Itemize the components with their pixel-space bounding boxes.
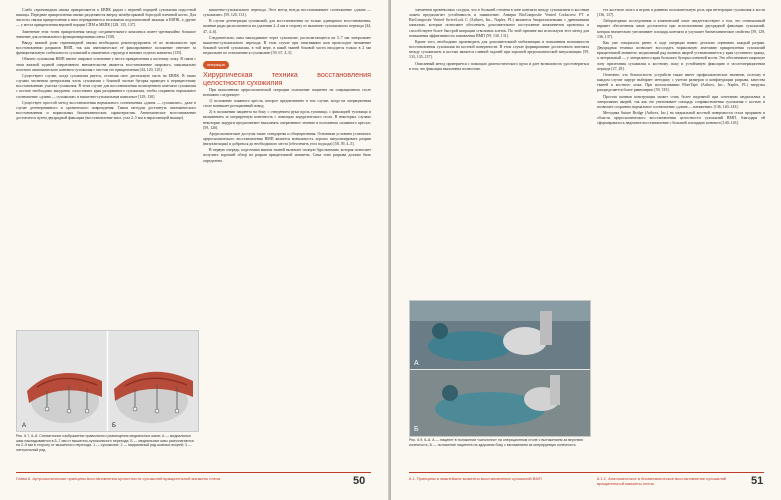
shoulder-anatomy-illustration <box>17 331 198 431</box>
figure-label-a: А <box>414 360 419 367</box>
figure-label-b: Б <box>112 423 116 429</box>
body-paragraph: Обычно сухожилия ВМП имеют широкое основание у места прикрепления к костному ложу. В связи с этим важной задачей оперативного вмешательства является восстановление широкого, максимально плотного анатомического контакта сухожилия с местом его прикрепления [44, 120, 125]. <box>16 57 196 72</box>
right-column-2 <box>597 8 765 127</box>
body-paragraph: Ввиду важной роли сероновидной связки необходимо реконструировать её по возможности при восстановлении разрывов ВМП, так как анатомическое её фиксированное положение отвечает за функциональную стабильность сухожилий и мышечных структур в нижних отделах манжеты [135]. <box>16 40 196 56</box>
body-paragraph: Отмечено, что безопасность устройств также имеет профилактическое значение, поэтому в каждом случае хирург выбирает методику с учетом размеров и конфигурации разрыва, качества тканей и костного ложа. При использовании FiberTape (Arthrex, Inc., Naples, FL) нагрузка распределяется более равномерно [59, 135]. <box>597 72 765 93</box>
body-paragraph: элементов кровеносных сосудов, что в большей степени в зоне контакта между сухожилием и костным ложем предполагает устойчивость и заживление. Анкеры BioComposite Vented Corkscrew FT и BioComposite Vented SwiveLock C (Arthrex, Inc., Naples, FL) являются биоразлагаемыми с дренажными каналами, которые позволяют обеспечить дополнительное поступление компонентов кровотока и способствуют более быстрой миграции стволовых клеток. По этой причине мы используем этот метод для повышения эффективности заживления ВМП [59, 130, 131]. <box>409 8 589 38</box>
body-paragraph: Существует простой метод восстановления нормального соотношения «длина — сухожилие», даже в случае дегенеративного и хронического повреждения. Таким методом достигнуть анатомического восстановления и нормальных биомеханических характеристик. Анатомическое восстановление достигается путем двухрядной фиксации (восстановление эпиз. узла 2–5 мм в нарастающей мышце). <box>16 100 196 121</box>
body-paragraph: Существуют случаи, когда сухожилия рвутся, оставляя свое дистальную часть на БВПК. В таких случаях частичная центральная часть сухожилия с боковой частью бугорка приведет к перекрестному восстановлению участка сухожилия. В этом случае для восстановления полноценного контакта сухожилия с костью необходимо аккуратно сопоставить края разорванного сухожилия, чтобы сохранить нормальное соотношение «длина — сухожилие» в мышечно-сухожильном комплексе [129, 130]. <box>16 73 196 99</box>
body-paragraph: В случае дегенерации сухожилий, для восстановления по только одинарного восстановления, шовные ряды располагаются на удалении 2–4 мм в сторону от мышечно-сухожильного перехода [44, 47, 4–6]. <box>203 19 371 34</box>
operating-room-photos <box>410 301 590 436</box>
body-paragraph: Слабо сероновидная связка прикрепляется к БВПК рядом с верхней порцией сухожилия подостной мышцы. Передние прикрепления связки разделяются вверху межбугорковой бороздой плечевой кости. Для чистоты связки прикрепления к ним перекрываются волокнами подлопаточной мышцы и БВПК, а другие — у места прикрепления верхней порции СПМ и МБПК [128, 135, 137]. <box>16 8 196 28</box>
section-heading: Хирургическая техника восстановления целостности сухожилия <box>203 69 371 87</box>
right-figure-caption: Рис. 6.9, 6–8. А — пациент в положении «шезлонга» на операционном столе с вытяжением за верхнюю конечность; Б — положение пациента на здоровом боку с вытяжением за оперируемую конечность <box>409 438 584 447</box>
figure-label-a: А <box>22 423 27 429</box>
body-paragraph: Простая шовная конструкция может стать более надежной при сочетании медиальных и латеральных якорей, так как это увеличивает площадь соприкосновения сухожилия с костью и позволяет сохранить нормальное соотношение «длина — натяжение» [136, 140–143]. <box>597 94 765 109</box>
body-paragraph: Артроскопические доступы такие стандартны и общепризнаны. Основным условием успешного артроскопического восстановления ВМП является возможность хорошо визуализировать разрыв (визуализация) и добраться до необходимого места (обеспечить угол подхода) [58, 59, 4–5]. <box>203 131 371 147</box>
body-paragraph: Кроме того, необходимо производить для дополнительной мобилизации и повышения возможности восстановления сухожилия на костной поверхности. В этом случае формирование достаточного контакта между сухожилием и костью является главной задачей при хорошей артроскопической визуализации [59, 133, 135–137]. <box>409 39 589 60</box>
right-column-1 <box>409 8 589 73</box>
body-paragraph: 2) в положении пациента на боку с отведением руки вдоль туловища, с фиксацией туловища и вытяжением за оперируемую конечность с помощью хирургического стола. В некоторых случаях некоторые хирурги предпочитают выполнять оперативное лечение в положении «пляжного кресла» [59, 126]. <box>203 110 371 130</box>
left-footer-rule <box>16 472 371 473</box>
body-paragraph: В первую очередь, подготовка мягких тканей включает полную бурсэктомию, которая позволяет получить хороший обзор на разрыв вращательной манжеты. Сама зона разрыва должна быть определена. <box>203 148 371 163</box>
left-figure-caption: Рис. 6.7, 6–8. Схематичное изображение правильного размещения медиальных швов: А — медиальные швы накладываются в 5–7 мм от мышечно-сухожильного перехода; Б — медиальные швы располагаются на 2–5 мм в сторону от мышечного перехода. 1 — сухожилие; 2 — медиальный ряд шовных якорей; 3 — латеральный ряд <box>16 434 194 452</box>
body-paragraph: тех костного мозга и играть в раннюю положительную роль при интеграции сухожилия к кости [136, 137]. <box>597 8 765 18</box>
body-paragraph: Следовательно, швы накладывают через сухожилие, располагающееся на 5–7 мм латеральнее мышечно-сухожильного перехода. В этом случае при затягивании шов происходит натяжение боковой частей сухожилия, в той мере, в какой тканей боковой части находится только в 2 мм медиальнее по отношению к сухожилию [59, 67, 4–5]. <box>203 35 371 56</box>
body-paragraph: Описанный метод проверяется с помощью диагностического щупа и дает возможность удостовериться в том, что фиксация выполнена полностью. <box>409 61 589 71</box>
left-page-number: 50 <box>353 475 366 487</box>
figure-label-b: Б <box>414 426 419 433</box>
left-column-1 <box>16 8 196 122</box>
left-column-2 <box>203 8 371 165</box>
left-page <box>0 0 390 500</box>
body-paragraph: 1) положение пляжного кресла, которое предназначено в том случае, когда на операционном столе возникает ротационный повод; <box>203 98 371 109</box>
body-paragraph: Лабораторные исследования и клинический опыт свидетельствуют о том, что оптимальный вариант обеспечения швов достигается при использовании двухрядной фиксации сухожилий, которая значительно увеличивает площадь контакта и улучшает биомеханические свойства [59, 129, 136, 137]. <box>597 19 765 39</box>
right-footer-section-title: 6.1. Принципы и важнейшие моменты восстановления сухожилий ВМП <box>409 476 542 481</box>
right-page-number: 51 <box>751 475 764 487</box>
section-tag: операция <box>203 61 229 68</box>
left-footer-running-title: Глава 6. Артроскопические принципы восстановления целостности сухожилий вращательной манжеты плеча <box>16 476 221 481</box>
body-paragraph: При выполнении артроскопической операции положение пациента на операционном столе возможно следующее: <box>203 87 371 97</box>
right-footer-rule <box>409 472 764 473</box>
shoulder-diagram-figure <box>16 330 199 432</box>
body-paragraph: Методика Suture Bridge (Arthrex, Inc.) на медиальной костной поверхности стала прорывом в области артроскопического восстановления целостности сухожилий ВМП, благодаря ей сформировалось надежное восстановление с большей площадью контакта [140–143]. <box>597 110 765 126</box>
right-footer-subsection-title: 6.1.2. Анатомическое и биомеханическое восстановление сухожилий вращательной манжеты плеча <box>597 476 727 486</box>
right-page <box>391 0 781 500</box>
body-paragraph: Как уже говорилось ранее, в ходе операции важно детально оценивать каждый разрыв. Двухрядная техника позволяет воссоздать нормальную анатомию прикрепления сухожилий вращательной манжеты: медиальный ряд шовных якорей устанавливается у края суставного хряща, а латеральный — у латерального края большого бугорка плечевой кости. Это обеспечивает широкую зону прилегания сухожилия к костному ложу и устойчивую фиксацию в послеоперационном периоде [27, 29]. <box>597 40 765 71</box>
surgery-photo-figure <box>409 300 591 437</box>
body-paragraph: мышечно-сухожильного перехода. Этот метод всегда восстанавливает соотношение «длина — сухожилие» [59, 120, 131]. <box>203 8 371 18</box>
body-paragraph: Заменение этих точек прикрепления между соединительного комплекса имеет чрезвычайно большое значение для оптимального функционирования плеча [130]. <box>16 29 196 39</box>
